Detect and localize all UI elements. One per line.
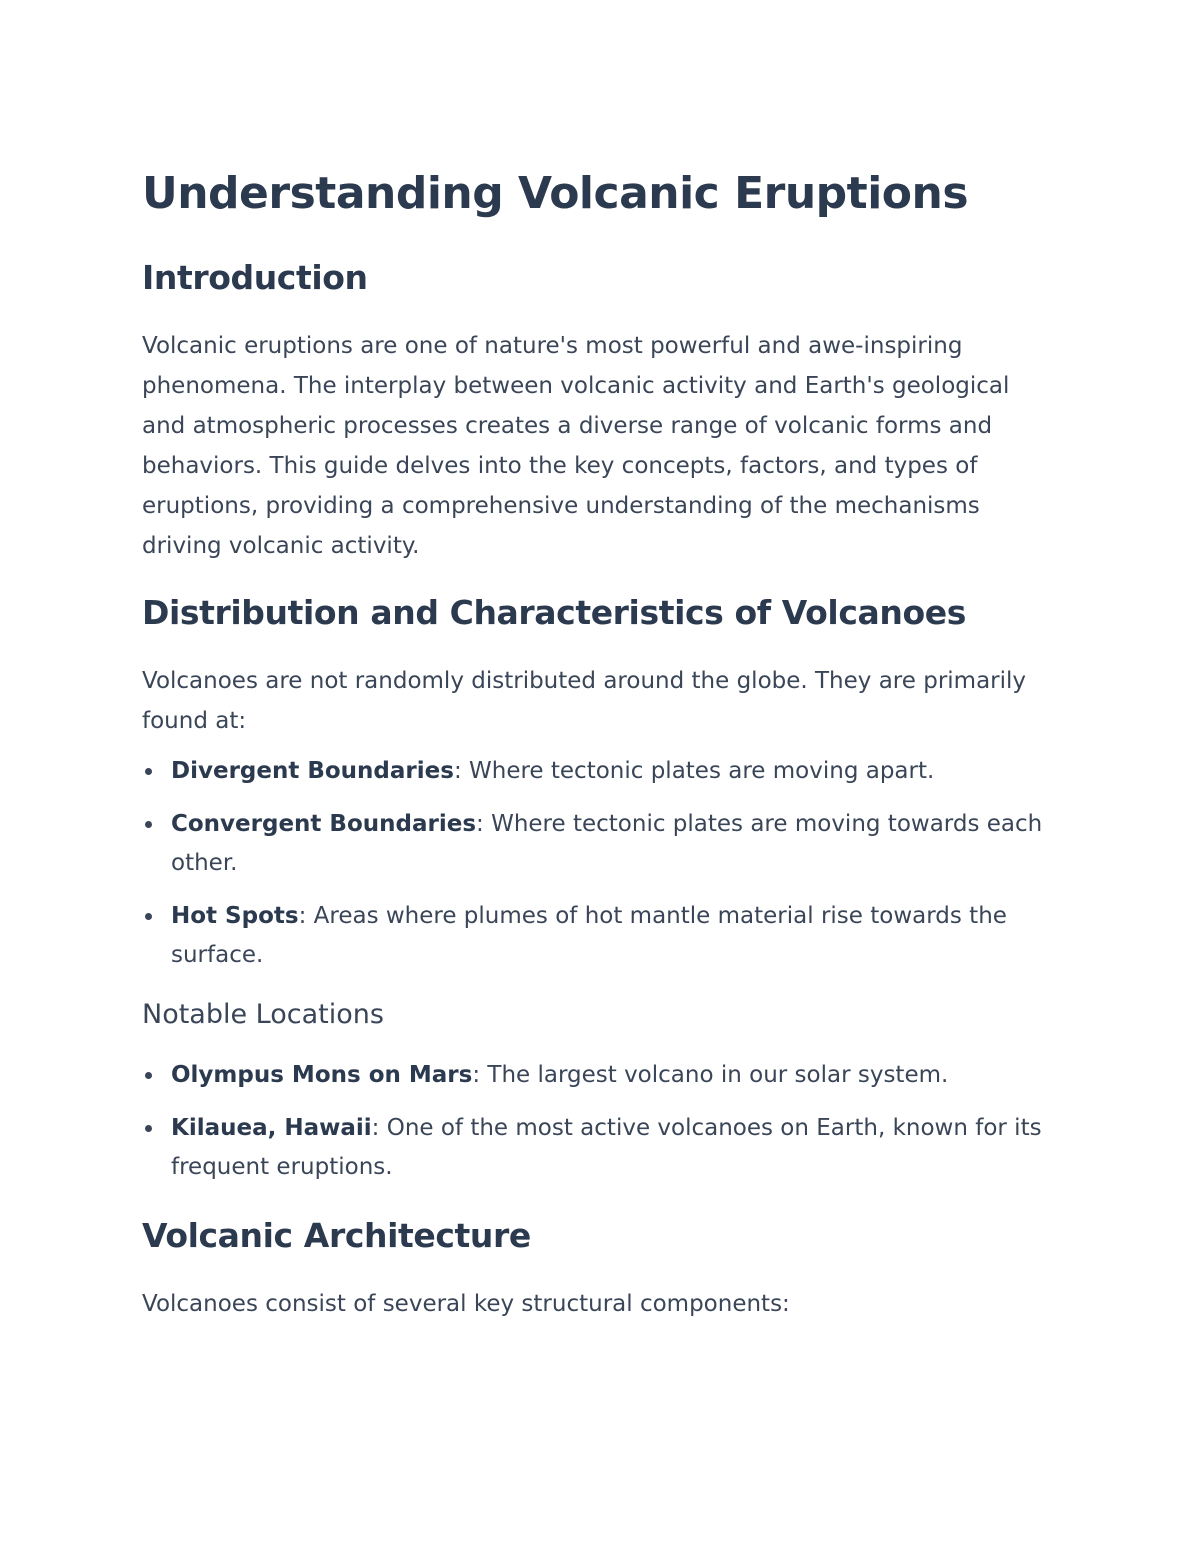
list-item	[142, 1056, 1057, 1095]
boundary-list	[142, 752, 1057, 989]
architecture-paragraph: Volcanoes consist of several key structural components:	[142, 1291, 790, 1317]
section-heading-introduction: Introduction	[142, 258, 368, 297]
list-item-text: : Areas where plumes of hot mantle material rise towards the surface.	[171, 903, 1007, 968]
section-heading-distribution: Distribution and Characteristics of Volcanoes	[142, 593, 966, 632]
list-item-text: : Where tectonic plates are moving apart.	[453, 758, 935, 784]
list-item-term: Kilauea, Hawaii	[171, 1115, 372, 1141]
list-item	[142, 752, 1057, 791]
list-item-text: : Where tectonic plates are moving towards each other.	[171, 811, 1043, 876]
introduction-paragraph: Volcanic eruptions are one of nature's most powerful and awe-inspiring phenomena. The interplay between volcanic activity and Earth's geological and atmospheric processes creates a diverse range of volcanic forms and behaviors. This guide delves into the key concepts, factors, and types of eruptions, providing a comprehensive understanding of the mechanisms driving volcanic activity.	[142, 333, 1010, 559]
list-item-term: Hot Spots	[171, 903, 299, 929]
list-item	[142, 805, 1057, 883]
list-item	[142, 897, 1057, 975]
list-item-text: : One of the most active volcanoes on Earth, known for its frequent eruptions.	[171, 1115, 1042, 1180]
list-item-term: Divergent Boundaries	[171, 758, 454, 784]
list-item-term: Convergent Boundaries	[171, 811, 477, 837]
list-item-text: : The largest volcano in our solar system.	[472, 1062, 949, 1088]
list-item-term: Olympus Mons on Mars	[171, 1062, 473, 1088]
list-item	[142, 1109, 1057, 1187]
page-title: Understanding Volcanic Eruptions	[142, 168, 969, 219]
section-heading-architecture: Volcanic Architecture	[142, 1216, 531, 1255]
subsection-heading-notable-locations: Notable Locations	[142, 999, 384, 1030]
notable-locations-list	[142, 1056, 1057, 1201]
distribution-paragraph: Volcanoes are not randomly distributed around the globe. They are primarily found at:	[142, 668, 1027, 734]
